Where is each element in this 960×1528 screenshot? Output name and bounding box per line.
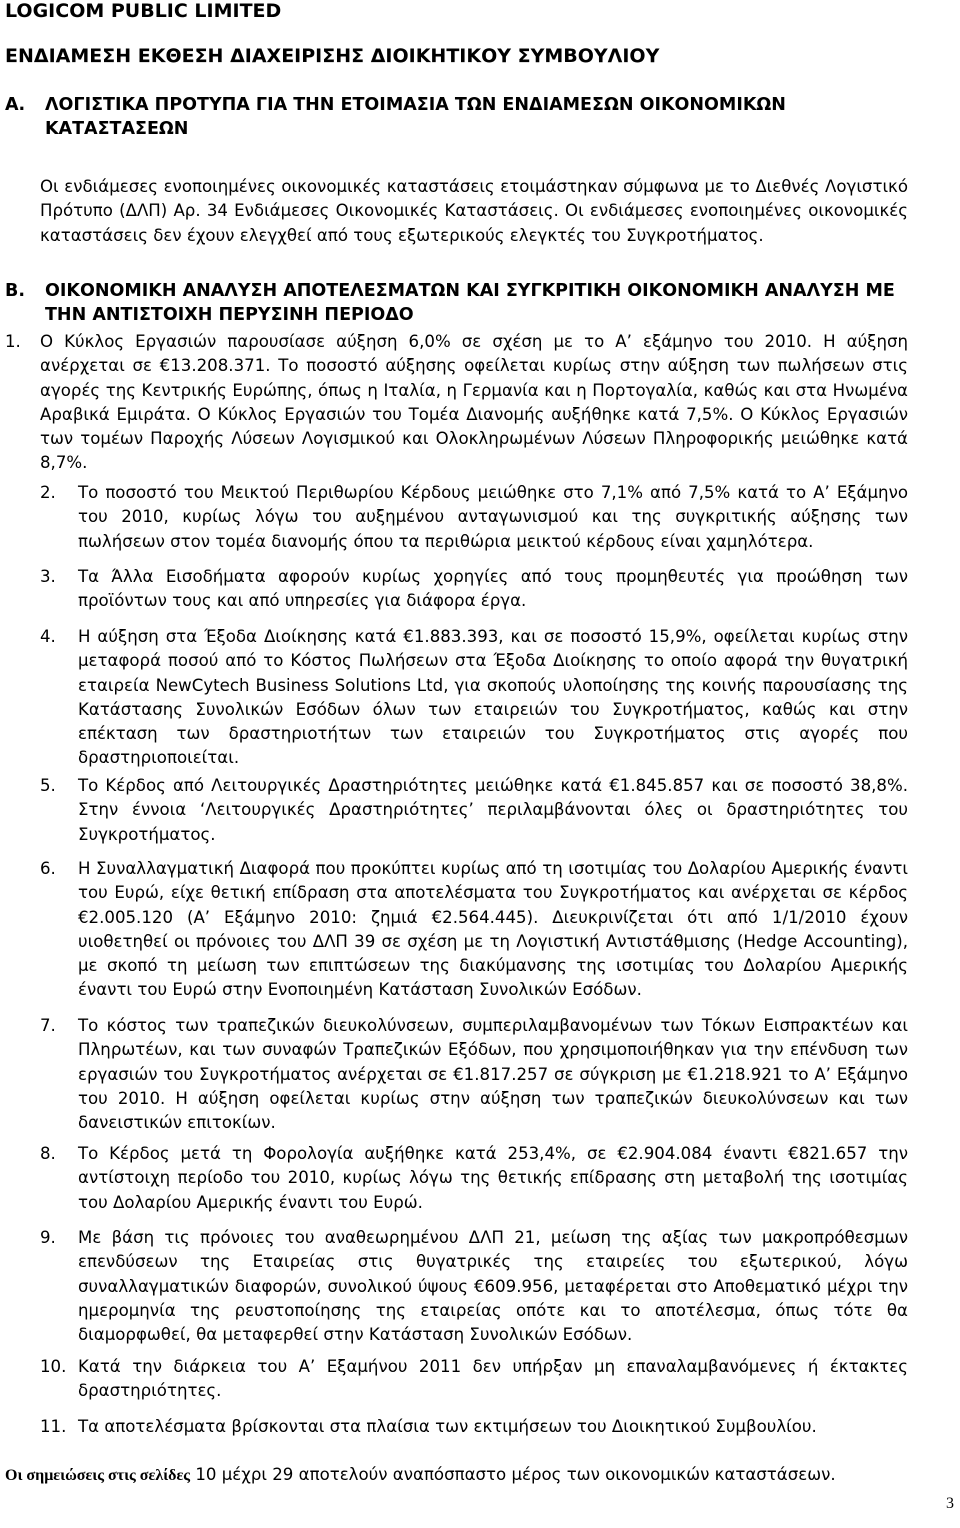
item-text: Τα Άλλα Εισοδήματα αφορούν κυρίως χορηγίες από τους προμηθευτές για προώθηση των προϊόντων τους και από υπηρεσίες για διάφορα έργα. — [78, 567, 908, 611]
item-text: Με βάση τις πρόνοιες του αναθεωρημένου ΔΛΠ 21, μείωση της αξίας των μακροπρόθεσμων επενδύσεων της Εταιρείας στις θυγατρικές της εταιρείες του εξωτερικού, λόγω συναλλαγματικών διαφορών, συνολικού ύψους €609.956, μεταφέρεται στο Αποθεματικό μέχρι την ημερομηνία της ρευστοποίησης της εταιρείας οπότε και το αποτέλεσμα, όπως τότε θα διαμορφωθεί, θα μεταφερθεί στην Κατάσταση Συνολικών Εσόδων. — [78, 1228, 908, 1345]
item-number: 9. — [40, 1228, 56, 1247]
section-title: ΛΟΓΙΣΤΙΚΑ ΠΡΟΤΥΠΑ ΓΙΑ ΤΗΝ ΕΤΟΙΜΑΣΙΑ ΤΩΝ ΕΝΔΙΑΜΕΣΩΝ ΟΙΚΟΝΟΜΙΚΩΝ ΚΑΤΑΣΤΑΣΕΩΝ — [45, 95, 786, 139]
item-number: 1. — [5, 332, 21, 351]
list-item — [40, 565, 908, 614]
list-item — [40, 481, 908, 554]
item-text: Τα αποτελέσματα βρίσκονται στα πλαίσια των εκτιμήσεων του Διοικητικού Συμβουλίου. — [78, 1417, 817, 1436]
company-name: LOGICOM PUBLIC LIMITED — [5, 0, 282, 22]
page-number: 3 — [946, 1495, 954, 1512]
section-a-paragraph: Οι ενδιάμεσες ενοποιημένες οικονομικές καταστάσεις ετοιμάστηκαν σύμφωνα με το Διεθνές Λογιστικό Πρότυπο (ΔΛΠ) Αρ. 34 Ενδιάμεσες Οικονομικές Καταστάσεις. Οι ενδιάμεσες ενοποιημένες οικονομικές καταστάσεις δεν έχουν ελεγχθεί από τους εξωτερικούς ελεγκτές του Συγκροτήματος. — [40, 177, 908, 245]
section-a-heading — [5, 94, 910, 141]
item-number: 8. — [40, 1144, 56, 1163]
section-letter: Β. — [5, 281, 25, 301]
item-number: 11. — [40, 1417, 67, 1436]
list-item — [40, 857, 908, 1003]
footer-rest: 10 μέχρι 29 αποτελούν αναπόσπαστο μέρος των οικονομικών καταστάσεων. — [190, 1465, 836, 1484]
notes-footer — [5, 1464, 836, 1487]
item-text: Το Κέρδος από Λειτουργικές Δραστηριότητες μειώθηκε κατά €1.845.857 και σε ποσοστό 38,8%. Στην έννοια ‘Λειτουργικές Δραστηριότητες’ περιλαμβάνονται όλες οι δραστηριότητες του Συγκροτήματος. — [78, 776, 908, 844]
list-item — [40, 1014, 908, 1135]
item-text: Κατά την διάρκεια του Α’ Εξαμήνου 2011 δεν υπήρξαν μη επαναλαμβανόμενες ή έκτακτες δραστηριότητες. — [78, 1357, 908, 1401]
footer-lead: Οι σημειώσεις στις σελίδες — [5, 1467, 191, 1484]
list-item — [40, 1226, 908, 1347]
list-item — [40, 1142, 908, 1215]
list-item — [40, 1415, 908, 1439]
section-letter: Α. — [5, 95, 26, 115]
item-text: Η αύξηση στα Έξοδα Διοίκησης κατά €1.883.393, και σε ποσοστό 15,9%, οφείλεται κυρίως στην μεταφορά ποσού από το Κόστος Πωλήσεων στα Έξοδα Διοίκησης το οποίο αφορά την θυγατρική εταιρεία NewCytech Business Solutions Ltd, για σκοπούς υλοποίησης της κοινής παρουσίασης της Κατάστασης Συνολικών Εσόδων όλων των εταιρειών του Συγκροτήματος, καθώς και στην επέκταση των δραστηριοτήτων των εταιρειών του Συγκροτήματος στις αγορές που δραστηριοποιείται. — [78, 627, 908, 768]
item-number: 5. — [40, 776, 56, 795]
item-number: 10. — [40, 1357, 67, 1376]
list-item — [40, 1355, 908, 1404]
item-number: 7. — [40, 1016, 56, 1035]
item-number: 4. — [40, 627, 56, 646]
item-text: Το ποσοστό του Μεικτού Περιθωρίου Κέρδους μειώθηκε στο 7,1% από 7,5% κατά το Α’ Εξάμηνο του 2010, κυρίως λόγω του αυξημένου ανταγωνισμού και της συγκριτικής αύξησης των πωλήσεων στον τομέα διανομής όπου τα περιθώρια μεικτού κέρδους είναι χαμηλότερα. — [78, 483, 908, 551]
item-text: Το κόστος των τραπεζικών διευκολύνσεων, συμπεριλαμβανομένων των Τόκων Εισπρακτέων και Πληρωτέων, και των συναφών Τραπεζικών Εξόδων, που χρησιμοποιήθηκαν για την επένδυση των εργασιών του Συγκροτήματος ανέρχεται σε €1.817.257 σε σύγκριση με €1.218.921 το Α’ Εξάμηνο του 2010. Η αύξηση οφείλεται κυρίως στην αύξηση των τραπεζικών διευκολύνσεων και των δανειστικών επιτοκίων. — [78, 1016, 908, 1133]
item-number: 3. — [40, 567, 56, 586]
list-item — [40, 625, 908, 771]
list-item — [5, 330, 908, 476]
item-number: 6. — [40, 859, 56, 878]
item-text: Η Συναλλαγματική Διαφορά που προκύπτει κυρίως από τη ισοτιμίας του Δολαρίου Αμερικής έναντι του Ευρώ, είχε θετική επίδραση στα αποτελέσματα του Συγκροτήματος και ανέρχεται σε κέρδος €2.005.120 (Α’ Εξάμηνο 2010: ζημιά €2.564.445). Διευκρινίζεται ότι από 1/1/2010 έχουν υιοθετηθεί οι πρόνοιες του ΔΛΠ 39 σε σχέση με τη Λογιστική Αντιστάθμισης (Hedge Accounting), με σκοπό τη μείωση των επιπτώσεων της διακύμανσης της ισοτιμίας του Δολαρίου Αμερικής έναντι του Ευρώ στην Ενοποιημένη Κατάσταση Συνολικών Εσόδων. — [78, 859, 908, 1000]
item-text: Ο Κύκλος Εργασιών παρουσίασε αύξηση 6,0% σε σχέση με το Α’ εξάμηνο του 2010. Η αύξηση ανέρχεται σε €13.208.371. Το ποσοστό αύξησης οφείλεται κυρίως στην αύξηση των πωλήσεων στις αγορές της Κεντρικής Ευρώπης, όπως η Ιταλία, η Γερμανία και η Πορτογαλία, καθώς και στα Ηνωμένα Αραβικά Εμιράτα. Ο Κύκλος Εργασιών του Τομέα Διανομής αυξήθηκε κατά 7,5%. Ο Κύκλος Εργασιών των τομέων Παροχής Λύσεων Λογισμικού και Ολοκληρωμένων Λύσεων Πληροφορικής μειώθηκε κατά 8,7%. — [40, 332, 908, 473]
section-title: ΟΙΚΟΝΟΜΙΚΗ ΑΝΑΛΥΣΗ ΑΠΟΤΕΛΕΣΜΑΤΩΝ ΚΑΙ ΣΥΓΚΡΙΤΙΚΗ ΟΙΚΟΝΟΜΙΚΗ ΑΝΑΛΥΣΗ ΜΕ ΤΗΝ ΑΝΤΙΣΤΟΙΧΗ ΠΕΡΥΣΙΝΗ ΠΕΡΙΟΔΟ — [45, 281, 895, 325]
list-item — [40, 774, 908, 847]
section-b-heading — [5, 280, 910, 327]
item-number: 2. — [40, 483, 56, 502]
item-text: Το Κέρδος μετά τη Φορολογία αυξήθηκε κατά 253,4%, σε €2.904.084 έναντι €821.657 την αντίστοιχη περίοδο του 2010, κυρίως λόγω της θετικής επίδρασης στη μεταβολή της ισοτιμίας του Δολαρίου Αμερικής έναντι του Ευρώ. — [78, 1144, 908, 1212]
report-title: ΕΝΔΙΑΜΕΣΗ ΕΚΘΕΣΗ ΔΙΑΧΕΙΡΙΣΗΣ ΔΙΟΙΚΗΤΙΚΟΥ ΣΥΜΒΟΥΛΙΟΥ — [5, 45, 660, 67]
